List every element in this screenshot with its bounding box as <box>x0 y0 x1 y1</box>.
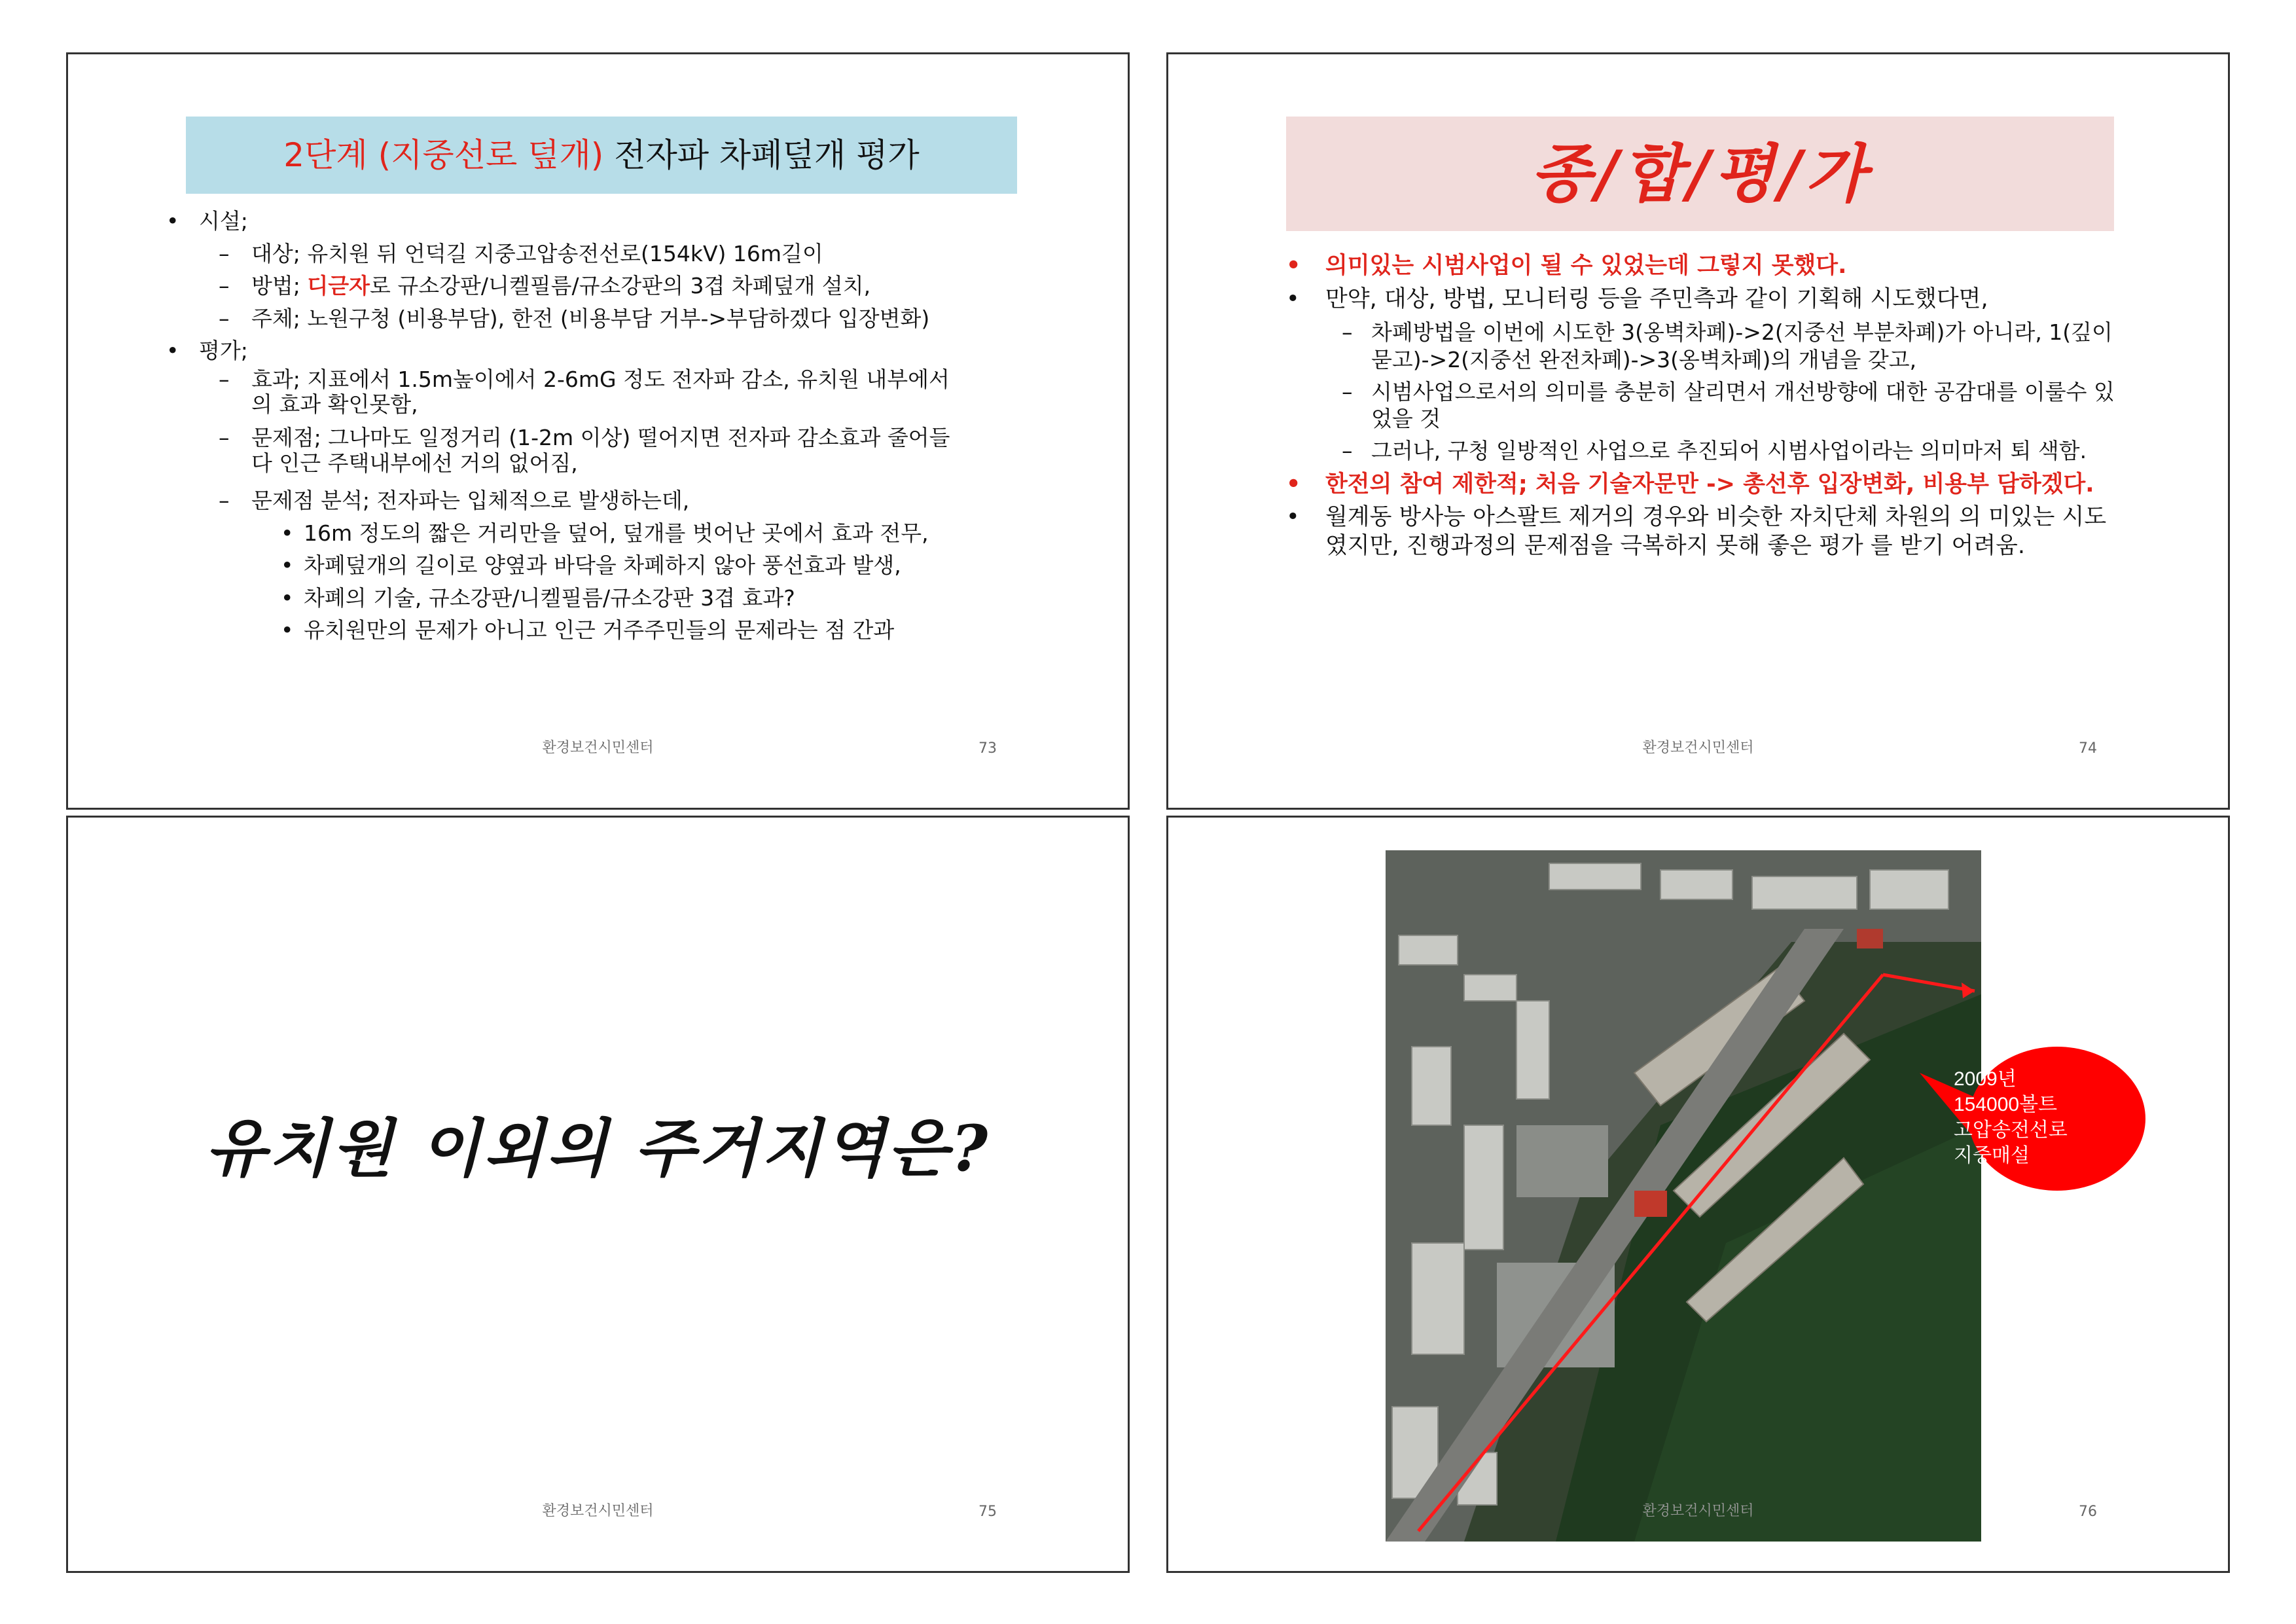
sub-sub-bullet: • 차폐덮개의 길이로 양옆과 바닥을 차폐하지 않아 풍선효과 발생, <box>166 549 1083 582</box>
aerial-photo-art <box>1386 850 1981 1542</box>
slide-footer: 환경보건시민센터 <box>1642 740 1754 756</box>
bullet-evaluation: • 평가; <box>166 334 1083 367</box>
title-red-part: 2단계 (지중선로 덮개) <box>283 136 604 174</box>
bullet-4: • 월계동 방사능 아스팔트 제거의 경우와 비슷한 자치단체 차원의 의 미있는 시도였지만, 진행과정의 문제점을 극복하지 못해 좋은 평가 를 받기 어려움. <box>1286 503 2117 561</box>
sub-sub-bullet: • 16m 정도의 짧은 거리만을 덮어, 덮개를 벗어난 곳에서 효과 전무, <box>166 517 1083 550</box>
bullet-2: • 만약, 대상, 방법, 모니터링 등을 주민측과 같이 기획해 시도했다면, <box>1286 285 2117 314</box>
aerial-photo <box>1386 850 1981 1542</box>
slide-title: 종/합/평/가 <box>1286 117 2114 231</box>
page-number: 74 <box>2079 740 2097 757</box>
method-suffix: 로 규소강판/니켈필름/규소강판의 3겹 차폐덮개 설치, <box>370 273 871 298</box>
page-number: 75 <box>978 1504 997 1520</box>
title-black-part: 전자파 차폐덮개 평가 <box>614 136 920 174</box>
sub-bullet: – 시범사업으로서의 의미를 충분히 살리면서 개선방향에 대한 공감대를 이룰수 있었을 것 <box>1286 378 2117 433</box>
callout-line: 2009년 <box>1954 1068 2017 1090</box>
sub-bullet-problem: – 문제점; 그나마도 일정거리 (1-2m 이상) 떨어지면 전자파 감소효과 줄어들 다 인근 주택내부에선 거의 없어짐, <box>166 425 958 477</box>
sub-bullet-method <box>166 270 1083 302</box>
callout-line: 지중매설 <box>1954 1145 2030 1166</box>
sub-bullet: – 차폐방법을 이번에 시도한 3(옹벽차폐)->2(지중선 부분차폐)가 아니라, 1(깊이묻고)->2(지중선 완전차폐)->3(옹벽차폐)의 개념을 갖고, <box>1286 319 2117 373</box>
slide-footer: 환경보건시민센터 <box>1642 1503 1754 1519</box>
slide-76 <box>1166 816 2230 1573</box>
sub-bullet-analysis: – 문제점 분석; 전자파는 입체적으로 발생하는데, <box>166 484 1083 517</box>
slide-footer: 환경보건시민센터 <box>542 1503 654 1519</box>
callout-line: 고압송전선로 <box>1954 1119 2068 1141</box>
sub-bullet: – 그러나, 구청 일방적인 사업으로 추진되어 시범사업이라는 의미마저 퇴 색함. <box>1286 437 2117 464</box>
slide-74 <box>1166 52 2230 810</box>
sub-sub-bullet: • 유치원만의 문제가 아니고 인근 거주주민들의 문제라는 점 간과 <box>166 614 1083 647</box>
sub-bullet-subject: – 주체; 노원구청 (비용부담), 한전 (비용부담 거부->부담하겠다 입장변화) <box>166 302 1083 335</box>
slide-footer: 환경보건시민센터 <box>542 740 654 756</box>
page-number: 76 <box>2079 1504 2097 1520</box>
slide-title <box>186 117 1017 194</box>
slide-body <box>166 205 1083 647</box>
method-prefix: 방법; <box>251 273 300 298</box>
slide-body <box>1286 247 2117 565</box>
callout-line: 154000볼트 <box>1954 1094 2058 1115</box>
slide-75 <box>66 816 1130 1573</box>
slide-73 <box>66 52 1130 810</box>
bullet-1: • 의미있는 시범사업이 될 수 있었는데 그렇지 못했다. <box>1286 251 2117 281</box>
sub-sub-bullet: • 차폐의 기술, 규소강판/니켈필름/규소강판 3겹 효과? <box>166 582 1083 615</box>
callout-text <box>1954 1066 2098 1168</box>
method-highlight: 디귿자 <box>307 273 370 298</box>
page-number: 73 <box>978 740 997 757</box>
slide-title: 유치원 이외의 주거지역은? <box>205 1111 991 1185</box>
bullet-3: • 한전의 참여 제한적; 처음 기술자문만 -> 총선후 입장변화, 비용부 담하겠다. <box>1286 470 2117 500</box>
sub-bullet-effect: – 효과; 지표에서 1.5m높이에서 2-6mG 정도 전자파 감소, 유치원 내부에서 의 효과 확인못함, <box>166 367 958 418</box>
sub-bullet-target: – 대상; 유치원 뒤 언덕길 지중고압송전선로(154kV) 16m길이 <box>166 238 1083 270</box>
bullet-facility: • 시설; <box>166 205 1083 238</box>
